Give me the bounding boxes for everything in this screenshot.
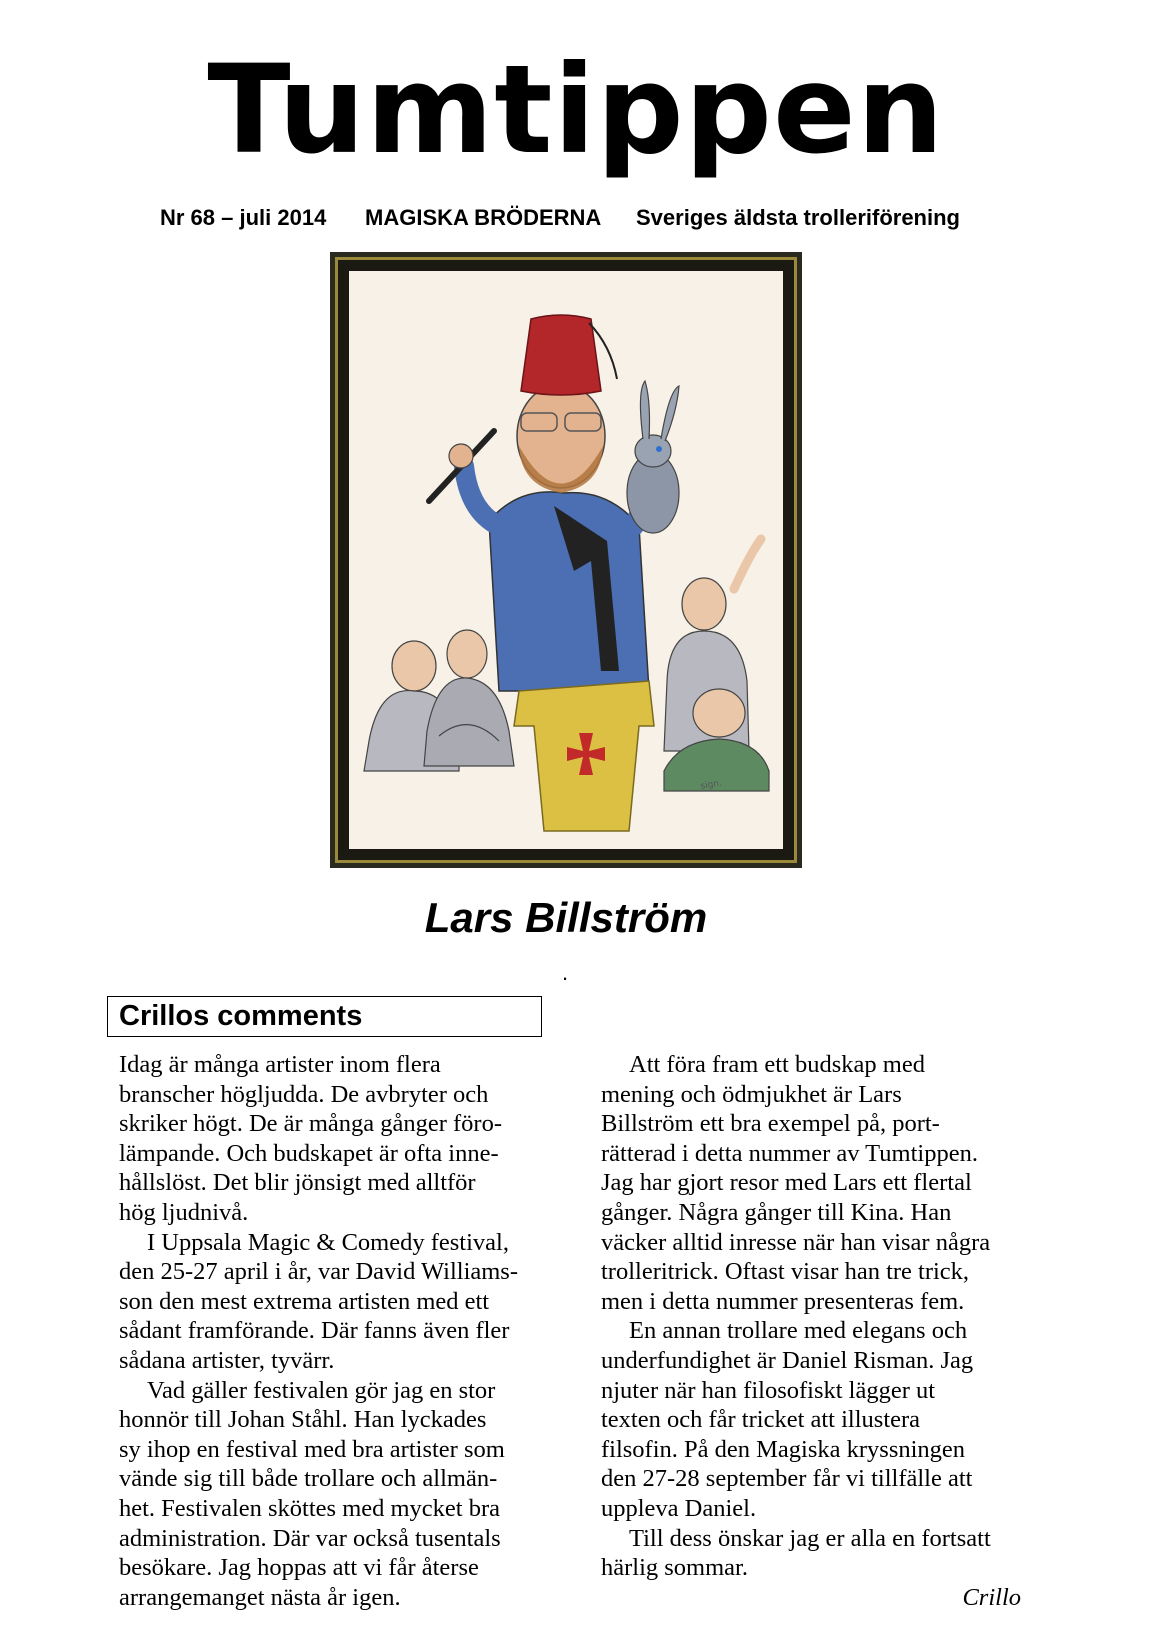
cover-caption: Lars Billström (424, 894, 708, 941)
article-line: administration. Där var också tusentals (119, 1524, 501, 1552)
article-line: den 25-27 april i år, var David Williams- (119, 1258, 518, 1286)
article-line: sådana artister, tyvärr. (119, 1346, 335, 1374)
article-line: het. Festivalen sköttes med mycket bra (119, 1494, 501, 1522)
svg-text:sign.: sign. (699, 778, 723, 792)
article-line: trolleritrick. Oftast visar han tre trick, (601, 1258, 970, 1286)
article-line: texten och får tricket att illustera (601, 1406, 921, 1434)
article-line: den 27-28 september får vi tillfälle att (601, 1465, 973, 1493)
article-line: uppleva Daniel. (601, 1494, 757, 1522)
audience-left-illustration (364, 630, 514, 771)
article-line: Idag är många artister inom flera (119, 1051, 441, 1078)
caricature-painting (349, 271, 783, 849)
article-column-right (601, 1050, 1021, 1612)
article-line: Vad gäller festivalen gör jag en stor (147, 1376, 496, 1404)
article-line: väcker alltid inresse när han visar några (601, 1228, 991, 1256)
article-line: honnör till Johan Ståhl. Han lyckades (119, 1406, 487, 1434)
article-line: besökare. Jag hoppas att vi får återse (119, 1554, 479, 1582)
article-line: rätterad i detta nummer av Tumtippen. (601, 1139, 978, 1167)
article-line: mening och ödmjukhet är Lars (601, 1080, 902, 1108)
section-heading: Crillos comments (107, 996, 542, 1037)
article-line: branscher högljudda. De avbryter och (119, 1080, 489, 1108)
article-line: son den mest extrema artisten med ett (119, 1287, 490, 1315)
article-line: I Uppsala Magic & Comedy festival, (147, 1228, 509, 1256)
article-line: vände sig till både trollare och allmän- (119, 1465, 498, 1493)
club-name: MAGISKA BRÖDERNA (365, 205, 602, 230)
issue-number: Nr 68 – juli 2014 (160, 205, 327, 230)
article-line: sy ihop en festival med bra artister som (119, 1435, 505, 1463)
issue-line (160, 203, 1000, 233)
article-column-left (119, 1050, 549, 1612)
article-line: Jag har gjort resor med Lars ett flertal (601, 1169, 972, 1197)
article-line: filsofin. På den Magiska kryssningen (601, 1435, 966, 1463)
article-line: Till dess önskar jag er alla en fortsatt (629, 1524, 991, 1552)
article-line: njuter när han filosofiskt lägger ut (601, 1376, 936, 1404)
article-line: lämpande. Och budskapet är ofta inne- (119, 1139, 499, 1167)
article-line: härlig sommar. (601, 1554, 748, 1582)
article-line: gånger. Några gånger till Kina. Han (601, 1198, 952, 1226)
article-line: underfundighet är Daniel Risman. Jag (601, 1346, 974, 1374)
article-signature: Crillo (962, 1583, 1021, 1611)
newsletter-title: Tumtippen (207, 39, 945, 181)
article-line: sådant framförande. Där fanns även fler (119, 1317, 510, 1345)
article-line: skriker högt. De är många gånger föro- (119, 1110, 503, 1138)
framed-caricature (330, 252, 802, 868)
article-line: Att föra fram ett budskap med (629, 1051, 925, 1078)
article-line: hög ljudnivå. (119, 1198, 249, 1226)
club-tagline: Sveriges äldsta trolleriförening (636, 205, 960, 230)
article-line: En annan trollare med elegans och (629, 1317, 968, 1345)
article-line: hållslöst. Det blir jönsigt med alltför (119, 1169, 476, 1197)
article-line: men i detta nummer presenteras fem. (601, 1287, 965, 1315)
separator-dot: . (562, 960, 569, 985)
article-line: arrangemanget nästa år igen. (119, 1583, 401, 1611)
article-line: Billström ett bra exempel på, port- (601, 1110, 940, 1138)
